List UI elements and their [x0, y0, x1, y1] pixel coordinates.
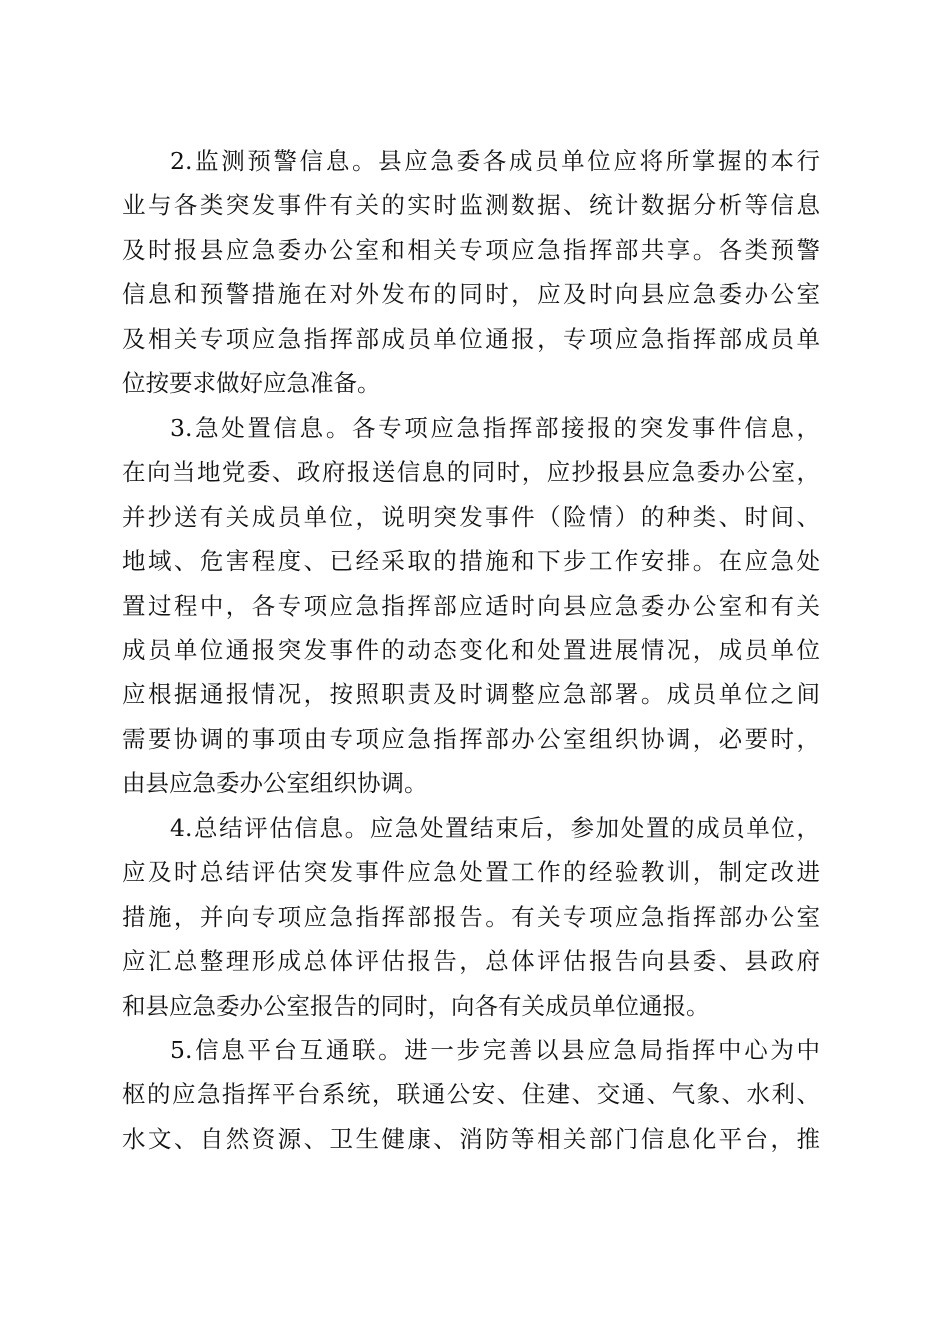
text-line: 措施，并向专项应急指挥部报告。有关专项应急指挥部办公室	[122, 902, 820, 931]
text-line: 应汇总整理形成总体评估报告，总体评估报告向县委、县政府	[122, 947, 820, 976]
text-line: 4.总结评估信息。应急处置结束后，参加处置的成员单位，	[170, 813, 820, 842]
text-line: 由县应急委办公室组织协调。	[122, 769, 428, 798]
text-line: 地域、危害程度、已经采取的措施和下步工作安排。在应急处	[122, 547, 820, 576]
text-line: 需要协调的事项由专项应急指挥部办公室组织协调，必要时，	[122, 724, 820, 753]
text-line: 位按要求做好应急准备。	[122, 369, 381, 398]
text-line: 及时报县应急委办公室和相关专项应急指挥部共享。各类预警	[122, 235, 820, 264]
text-line: 2.监测预警信息。县应急委各成员单位应将所掌握的本行	[170, 147, 820, 175]
text-line: 3.急处置信息。各专项应急指挥部接报的突发事件信息，	[170, 413, 820, 442]
text-line: 枢的应急指挥平台系统，联通公安、住建、交通、气象、水利、	[122, 1080, 820, 1109]
text-line: 业与各类突发事件有关的实时监测数据、统计数据分析等信息	[122, 191, 820, 220]
text-line: 并抄送有关成员单位，说明突发事件（险情）的种类、时间、	[122, 502, 820, 531]
text-line: 和县应急委办公室报告的同时，向各有关成员单位通报。	[122, 991, 710, 1020]
text-line: 信息和预警措施在对外发布的同时，应及时向县应急委办公室	[122, 280, 820, 309]
text-line: 5.信息平台互通联。进一步完善以县应急局指挥中心为中	[170, 1036, 820, 1064]
text-line: 及相关专项应急指挥部成员单位通报，专项应急指挥部成员单	[122, 324, 820, 353]
text-line: 水文、自然资源、卫生健康、消防等相关部门信息化平台，推	[122, 1124, 820, 1153]
text-line: 置过程中，各专项应急指挥部应适时向县应急委办公室和有关	[122, 591, 820, 620]
text-line: 应及时总结评估突发事件应急处置工作的经验教训，制定改进	[122, 858, 820, 887]
text-line: 应根据通报情况，按照职责及时调整应急部署。成员单位之间	[122, 680, 820, 709]
text-line: 成员单位通报突发事件的动态变化和处置进展情况，成员单位	[122, 635, 820, 664]
text-line: 在向当地党委、政府报送信息的同时，应抄报县应急委办公室，	[122, 458, 820, 487]
